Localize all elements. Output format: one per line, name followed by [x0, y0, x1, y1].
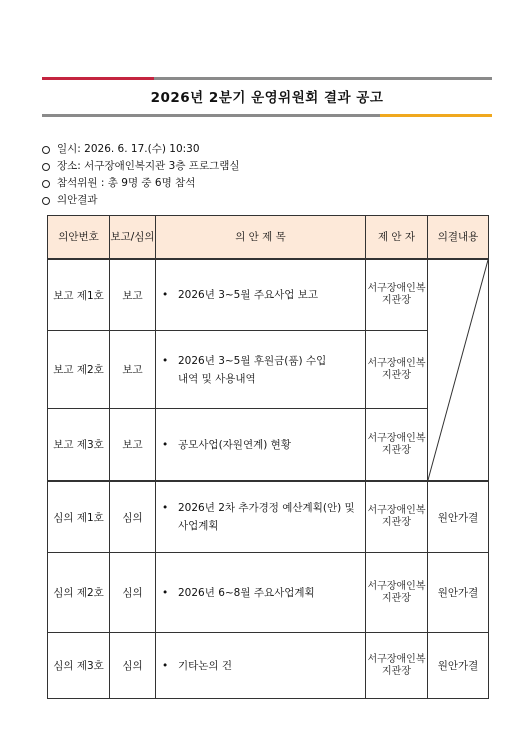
agenda-proposer: 서구장애인복지관장: [366, 553, 428, 633]
agenda-type: 심의: [110, 633, 156, 699]
header-result: 의결내용: [428, 216, 489, 260]
title-top-rule: [42, 77, 492, 80]
circle-bullet-icon: [42, 163, 50, 171]
title-bottom-rule: [42, 114, 492, 117]
bullet-dot-icon: •: [162, 289, 169, 301]
info-place: 장소: 서구장애인복지관 3층 프로그램실: [42, 158, 502, 175]
top-rule-accent: [42, 77, 154, 80]
table-row: [48, 633, 489, 699]
agenda-no: 심의 제2호: [48, 553, 110, 633]
info-results-heading: 의안결과: [42, 192, 502, 209]
table-header-row: [48, 216, 489, 260]
agenda-no: 보고 제2호: [48, 331, 110, 409]
agenda-proposer: 서구장애인복지관장: [366, 259, 428, 331]
agenda-type: 보고: [110, 331, 156, 409]
table-row: [48, 331, 489, 409]
table-row: [48, 259, 489, 331]
agenda-no: 심의 제1호: [48, 481, 110, 553]
agenda-result: 원안가결: [428, 553, 489, 633]
meeting-info: [42, 141, 502, 209]
circle-bullet-icon: [42, 146, 50, 154]
agenda-no: 보고 제3호: [48, 409, 110, 482]
info-attendance: 참석위원 : 총 9명 중 6명 참석: [42, 175, 502, 192]
agenda-proposer: 서구장애인복지관장: [366, 633, 428, 699]
bullet-dot-icon: •: [162, 586, 169, 599]
agenda-no: 보고 제1호: [48, 259, 110, 331]
table-row: [48, 481, 489, 553]
header-proposer: 제 안 자: [366, 216, 428, 260]
agenda-type: 심의: [110, 481, 156, 553]
bullet-dot-icon: •: [162, 438, 169, 451]
diagonal-line: [428, 260, 488, 480]
info-date: 일시: 2026. 6. 17.(수) 10:30: [42, 141, 502, 158]
agenda-no: 심의 제3호: [48, 633, 110, 699]
bullet-dot-icon: •: [162, 659, 169, 672]
agenda-result: 원안가결: [428, 481, 489, 553]
table-row: [48, 409, 489, 482]
page-title: 2026년 2분기 운영위원회 결과 공고: [150, 90, 384, 106]
agenda-subject: • 공모사업(자원연계) 현황: [156, 409, 366, 482]
agenda-type: 보고: [110, 409, 156, 482]
agenda-proposer: 서구장애인복지관장: [366, 409, 428, 482]
agenda-subject: • 2026년 3~5월 주요사업 보고: [156, 259, 366, 331]
agenda-result: 원안가결: [428, 633, 489, 699]
bullet-dot-icon: •: [162, 354, 169, 367]
agenda-subject: • 기타논의 건: [156, 633, 366, 699]
agenda-proposer: 서구장애인복지관장: [366, 331, 428, 409]
agenda-table: [47, 215, 489, 699]
circle-bullet-icon: [42, 197, 50, 205]
header-subject: 의 안 제 목: [156, 216, 366, 260]
agenda-type: 보고: [110, 259, 156, 331]
agenda-proposer: 서구장애인복지관장: [366, 481, 428, 553]
report-result-cell: [428, 259, 489, 481]
bottom-rule-accent: [380, 114, 492, 117]
table-row: [48, 553, 489, 633]
agenda-type: 심의: [110, 553, 156, 633]
circle-bullet-icon: [42, 180, 50, 188]
agenda-subject: • 2026년 2차 추가경정 예산계획(안) 및 사업계획: [156, 481, 366, 553]
bullet-dot-icon: •: [162, 502, 169, 514]
agenda-subject: • 2026년 6~8월 주요사업계획: [156, 553, 366, 633]
header-type: 보고/심의: [110, 216, 156, 260]
agenda-subject: • 2026년 3~5월 후원금(품) 수입내역 및 사용내역: [156, 331, 366, 409]
header-agenda-no: 의안번호: [48, 216, 110, 260]
